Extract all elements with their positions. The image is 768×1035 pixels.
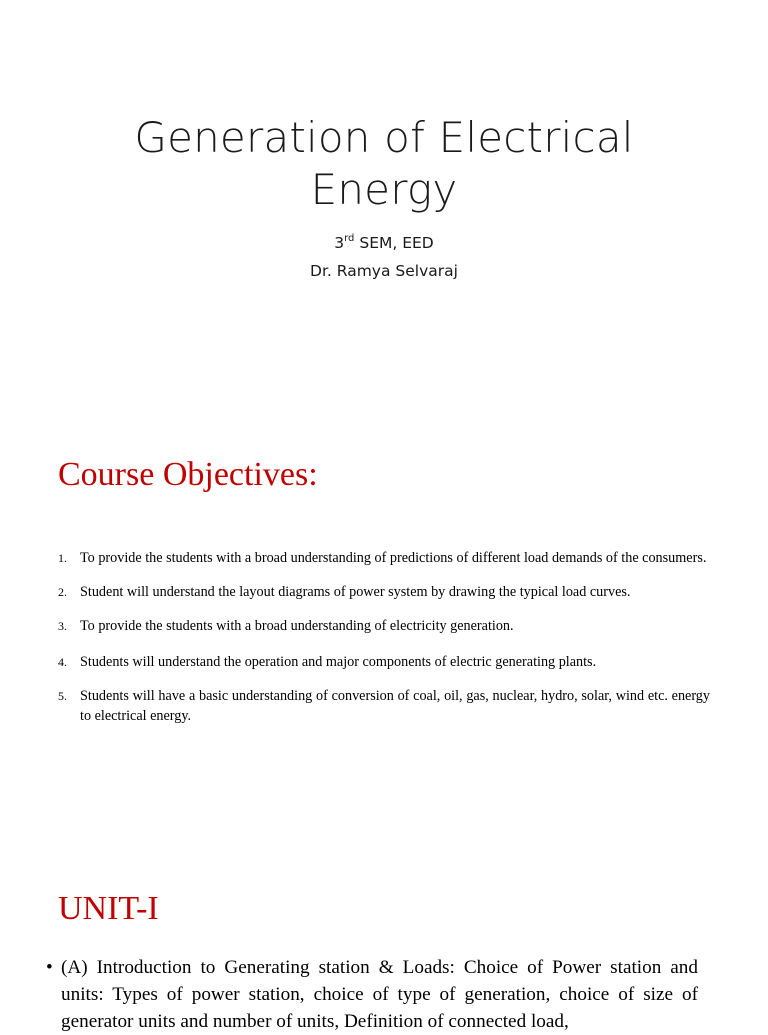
unit-heading: UNIT-I — [58, 890, 159, 927]
author-name: Dr. Ramya Selvaraj — [310, 262, 458, 280]
item-text: To provide the students with a broad understanding of predictions of different load demands of the consumers. — [80, 550, 707, 566]
item-number: 4. — [58, 655, 67, 669]
semester-ordinal: rd — [344, 233, 355, 244]
unit-bullet-item — [46, 954, 698, 1035]
title-slide — [0, 0, 768, 430]
item-text: Students will understand the operation and major components of electric generating plants. — [80, 654, 597, 670]
title-line-1: Generation of Electrical — [134, 113, 634, 162]
semester-number: 3 — [334, 234, 345, 252]
unit-body-text: (A) Introduction to Generating station & Loads: Choice of Power station and units: Types of power station, choice of type of generation, choice of size of generator units and number of units, Definition of connected load, — [61, 957, 698, 1032]
bullet-icon: • — [46, 957, 53, 978]
list-item — [58, 582, 710, 602]
item-text: Students will have a basic understanding of conversion of coal, oil, gas, nuclear, hydro, solar, wind etc. energy to electrical energy. — [80, 688, 710, 724]
objectives-slide — [0, 430, 768, 840]
item-number: 5. — [58, 689, 67, 703]
presentation-title — [0, 112, 768, 216]
list-item — [58, 686, 710, 726]
subtitle-block — [0, 229, 768, 285]
item-number: 3. — [58, 619, 67, 633]
unit-slide — [0, 840, 768, 1032]
list-item — [58, 616, 710, 636]
item-number: 2. — [58, 585, 67, 599]
list-item — [58, 652, 710, 672]
list-item — [58, 548, 710, 568]
semester-line — [0, 229, 768, 257]
item-text: Student will understand the layout diagrams of power system by drawing the typical load curves. — [80, 584, 631, 600]
objectives-list — [58, 548, 710, 726]
item-text: To provide the students with a broad understanding of electricity generation. — [80, 618, 514, 634]
title-line-2: Energy — [310, 165, 458, 214]
objectives-heading: Course Objectives: — [58, 456, 318, 493]
semester-dept: SEM, EED — [354, 234, 434, 252]
item-number: 1. — [58, 551, 67, 565]
